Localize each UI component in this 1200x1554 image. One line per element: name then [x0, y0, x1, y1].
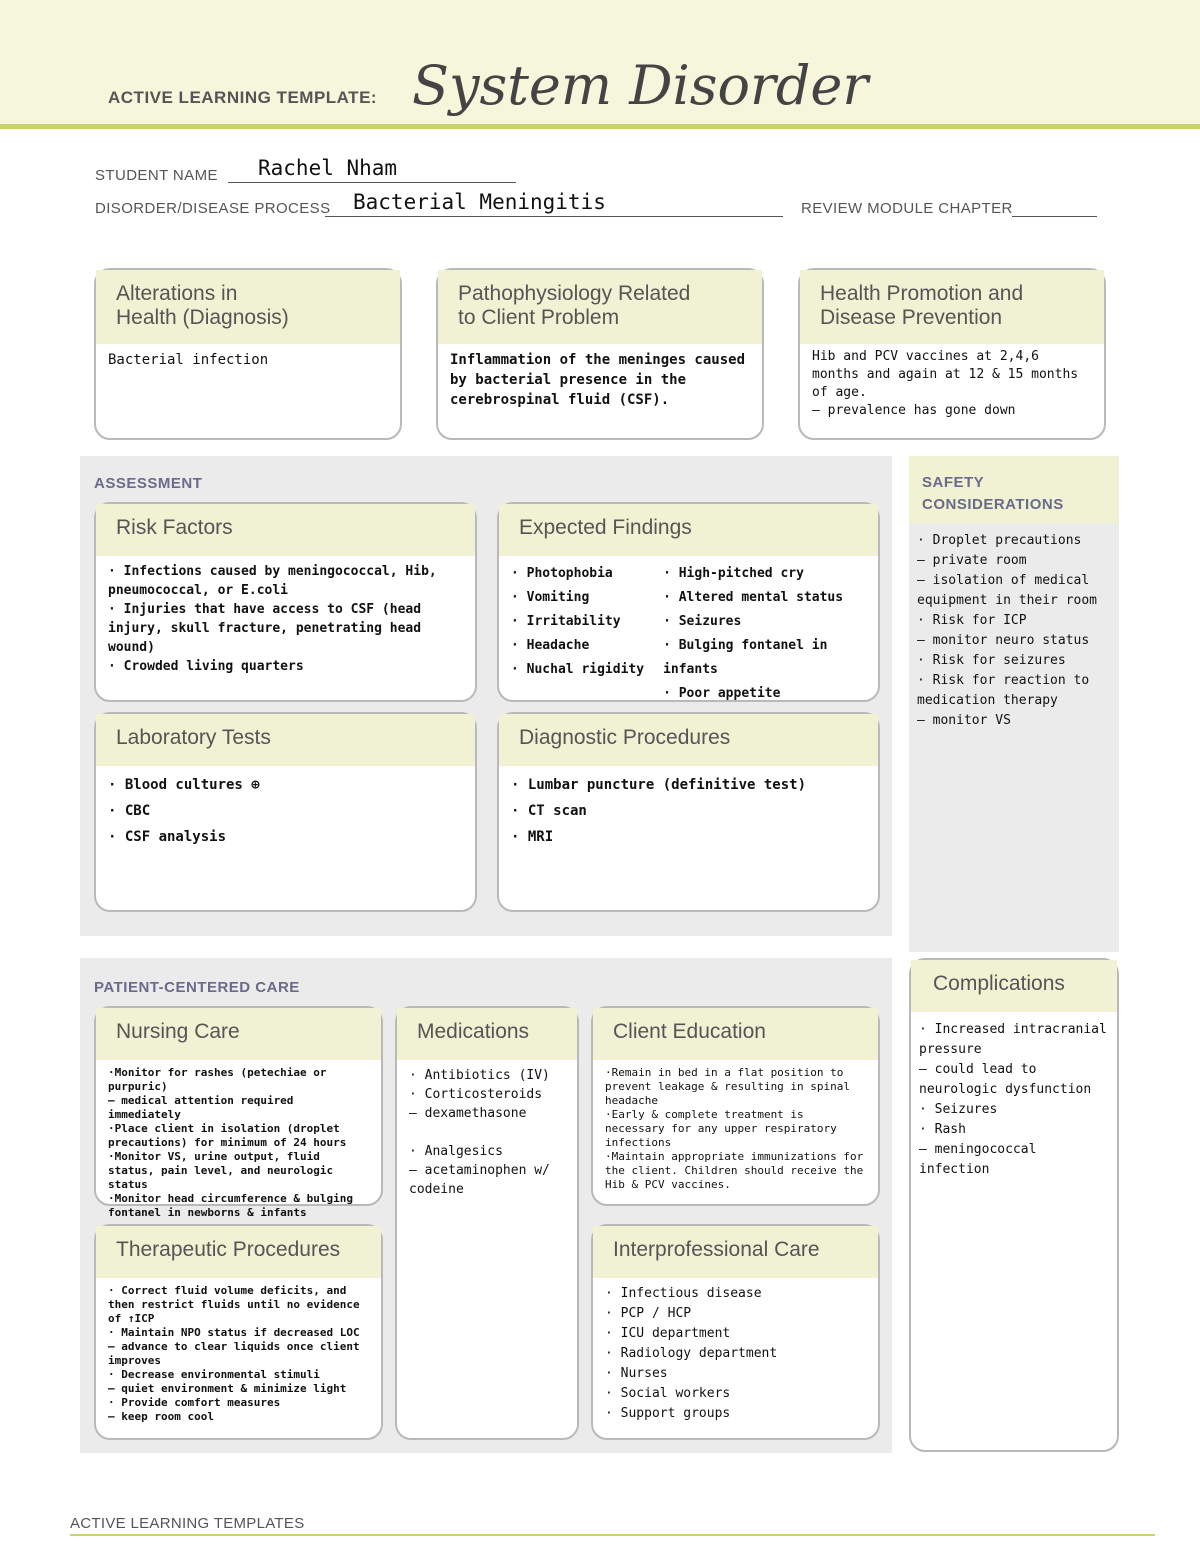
- nursing-care-card: [94, 1006, 383, 1219]
- review-module-label: REVIEW MODULE CHAPTER: [801, 200, 1013, 217]
- disorder-label: DISORDER/DISEASE PROCESS: [95, 200, 331, 217]
- assessment-title: ASSESSMENT: [94, 475, 203, 492]
- lab-tests-body: · Blood cultures ⊕ · CBC · CSF analysis: [108, 777, 260, 845]
- diagnostic-procedures-title: Diagnostic Procedures: [499, 714, 878, 766]
- health-promotion-title: Health Promotion and Disease Prevention: [800, 270, 1104, 344]
- expected-findings-col1: · Photophobia · Vomiting · Irritability · Headache · Nuchal rigidity: [511, 566, 645, 677]
- expected-findings-col2: · High-pitched cry · Altered mental status · Seizures · Bulging fontanel in infants · Poor appetite: [663, 566, 844, 701]
- diagnostic-procedures-card: [497, 712, 880, 912]
- student-name-value: Rachel Nham: [258, 156, 398, 180]
- student-name-field[interactable]: [228, 158, 516, 183]
- nursing-care-body: ·Monitor for rashes (petechiae or purpuric) — medical attention required immediately ·Place client in isolation (droplet precautions) for minimum of 24 hours ·Monitor VS, urine output, fluid status, pain level, and neurologic status ·Monitor head circumference & bulging fontanel in newborns & infants: [108, 1066, 354, 1219]
- complications-card: [909, 958, 1119, 1452]
- medications-card: [395, 1006, 579, 1440]
- patient-care-title: PATIENT-CENTERED CARE: [94, 979, 300, 996]
- student-name-label: STUDENT NAME: [95, 167, 218, 184]
- complications-title: Complications: [911, 960, 1117, 1012]
- footer-label: ACTIVE LEARNING TEMPLATES: [70, 1515, 305, 1532]
- client-education-body: ·Remain in bed in a flat position to prevent leakage & resulting in spinal headache ·Early & complete treatment is necessary for any upper respiratory infections ·Maintain appropriate immunizations for the client. Children should receive the Hib & PCV vaccines.: [605, 1066, 864, 1191]
- therapeutic-procedures-card: [94, 1224, 383, 1440]
- template-label: ACTIVE LEARNING TEMPLATE:: [108, 88, 378, 107]
- expected-findings-card: [497, 502, 880, 702]
- lab-tests-title: Laboratory Tests: [96, 714, 475, 766]
- diagnostic-procedures-body: · Lumbar puncture (definitive test) · CT scan · MRI: [511, 777, 807, 845]
- footer-divider: [70, 1534, 1155, 1536]
- safety-panel: [909, 456, 1119, 952]
- header-divider: [0, 124, 1200, 129]
- nursing-care-title: Nursing Care: [96, 1008, 381, 1060]
- alterations-body: Bacterial infection: [108, 352, 269, 368]
- therapeutic-procedures-title: Therapeutic Procedures: [96, 1226, 381, 1278]
- pathophysiology-body: Inflammation of the meninges caused by bacterial presence in the cerebrospinal fluid (CSF).: [450, 352, 746, 408]
- expected-findings-title: Expected Findings: [499, 504, 878, 556]
- risk-factors-card: [94, 502, 477, 702]
- risk-factors-body: · Infections caused by meningococcal, Hib, pneumococcal, or E.coli · Injuries that have access to CSF (head injury, skull fracture, penetrating head wound) · Crowded living quarters: [108, 564, 437, 674]
- interprofessional-care-body: · Infectious disease · PCP / HCP · ICU department · Radiology department · Nurses · Social workers · Support groups: [605, 1286, 778, 1421]
- review-module-field[interactable]: [1012, 192, 1097, 217]
- health-promotion-card: [798, 268, 1106, 440]
- disorder-value: Bacterial Meningitis: [353, 190, 606, 214]
- health-promotion-body: Hib and PCV vaccines at 2,4,6 months and again at 12 & 15 months of age. — prevalence has gone down: [812, 349, 1079, 418]
- client-education-title: Client Education: [593, 1008, 878, 1060]
- medications-title: Medications: [397, 1008, 577, 1060]
- therapeutic-procedures-body: · Correct fluid volume deficits, and then restrict fluids until no evidence of ↑ICP · Maintain NPO status if decreased LOC — advance to clear liquids once client improves · Decrease environmental stimuli — quiet environment & minimize light · Provide comfort measures — keep room cool: [108, 1284, 360, 1423]
- safety-title: SAFETY CONSIDERATIONS: [922, 474, 1064, 513]
- page-title: System Disorder: [412, 54, 869, 117]
- interprofessional-care-title: Interprofessional Care: [593, 1226, 878, 1278]
- pathophysiology-card: [436, 268, 764, 440]
- safety-body: · Droplet precautions — private room — isolation of medical equipment in their room · Risk for ICP — monitor neuro status · Risk for seizures · Risk for reaction to medication therapy — monitor VS: [917, 533, 1098, 728]
- expected-findings-body: [499, 556, 878, 712]
- medications-body: · Antibiotics (IV) · Corticosteroids — dexamethasone · Analgesics — acetaminophen w/ codeine: [409, 1068, 550, 1197]
- alterations-card: [94, 268, 402, 440]
- alterations-title: Alterations in Health (Diagnosis): [96, 270, 400, 344]
- risk-factors-title: Risk Factors: [96, 504, 475, 556]
- client-education-card: [591, 1006, 880, 1206]
- disorder-field[interactable]: [325, 192, 783, 217]
- interprofessional-care-card: [591, 1224, 880, 1440]
- complications-body: · Increased intracranial pressure — could lead to neurologic dysfunction · Seizures · Rash — meningococcal infection: [919, 1022, 1107, 1177]
- pathophysiology-title: Pathophysiology Related to Client Problem: [438, 270, 762, 344]
- lab-tests-card: [94, 712, 477, 912]
